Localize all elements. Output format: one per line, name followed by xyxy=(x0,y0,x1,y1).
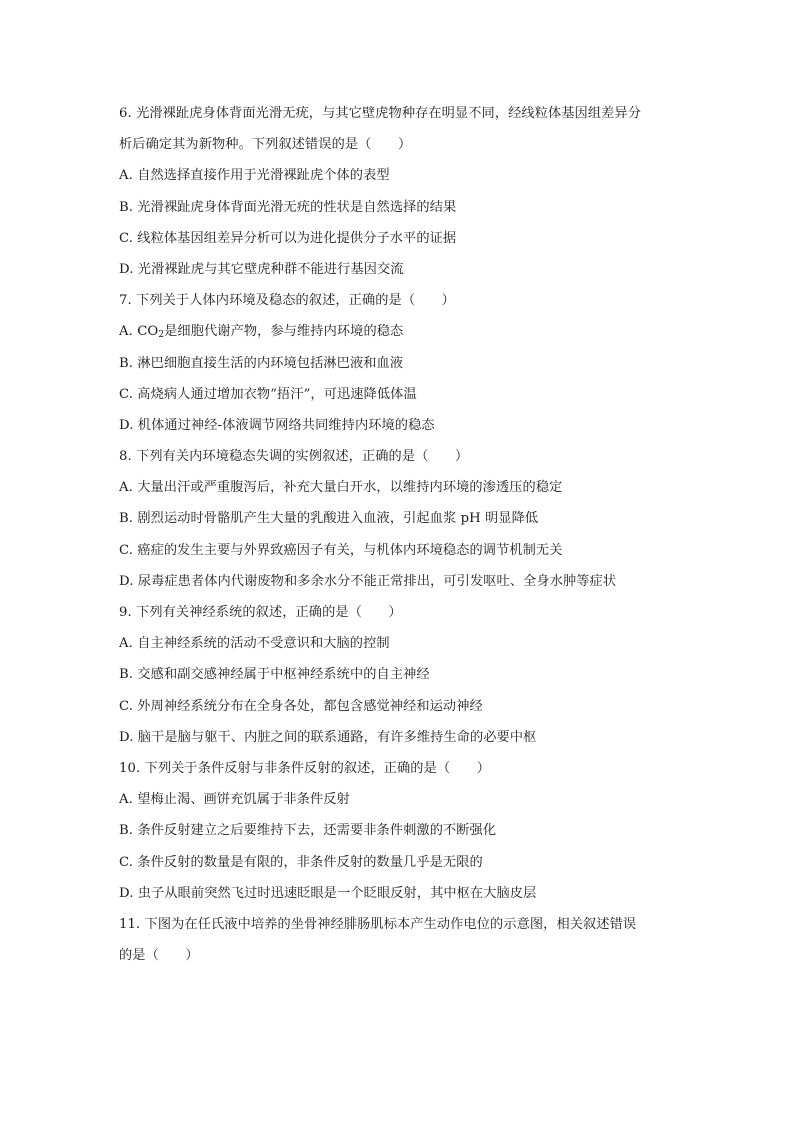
question-10-option-a: A. 望梅止渴、画饼充饥属于非条件反射 xyxy=(119,792,350,808)
question-list xyxy=(119,98,679,971)
question-7-stem: 7. 下列关于人体内环境及稳态的叙述，正确的是（ ） xyxy=(119,293,455,309)
question-7-option-a-prefix: A. CO xyxy=(119,324,159,340)
question-7-option-d: D. 机体通过神经-体液调节网络共同维持内环境的稳态 xyxy=(119,417,435,433)
question-6-stem-line-2: 析后确定其为新物种。下列叙述错误的是（ ） xyxy=(119,137,412,153)
question-6-option-a: A. 自然选择直接作用于光滑裸趾虎个体的表型 xyxy=(119,168,390,184)
question-6-option-b: B. 光滑裸趾虎身体背面光滑无疣的性状是自然选择的结果 xyxy=(119,199,457,215)
question-11-stem-line-2: 的是（ ） xyxy=(119,948,199,964)
question-10-option-c: C. 条件反射的数量是有限的，非条件反射的数量几乎是无限的 xyxy=(119,854,483,870)
question-7-option-a-subscript: 2 xyxy=(158,330,165,341)
question-9-option-d: D. 脑干是脑与躯干、内脏之间的联系通路，有许多维持生命的必要中枢 xyxy=(119,729,537,745)
question-6-stem-line-1: 6. 光滑裸趾虎身体背面光滑无疣，与其它壁虎物种存在明显不同，经线粒体基因组差异分 xyxy=(119,106,641,121)
question-9-stem: 9. 下列有关神经系统的叙述，正确的是（ ） xyxy=(119,605,402,620)
question-8-option-a: A. 大量出汗或严重腹泻后，补充大量白开水，以维持内环境的渗透压的稳定 xyxy=(119,480,563,496)
question-8-option-b: B. 剧烈运动时骨骼肌产生大量的乳酸进入血液，引起血浆 pH 明显降低 xyxy=(119,511,539,527)
question-7-option-c: C. 高烧病人通过增加衣物“捂汗”，可迅速降低体温 xyxy=(119,386,417,402)
question-7-option-a-suffix: 是细胞代谢产物，参与维持内环境的稳态 xyxy=(164,324,404,340)
question-8-option-c: C. 癌症的发生主要与外界致癌因子有关，与机体内环境稳态的调节机制无关 xyxy=(119,542,563,558)
question-10-stem: 10. 下列关于条件反射与非条件反射的叙述，正确的是（ ） xyxy=(119,760,491,776)
question-9-option-c: C. 外周神经系统分布在全身各处，都包含感觉神经和运动神经 xyxy=(119,698,483,714)
question-6-option-d: D. 光滑裸趾虎与其它壁虎种群不能进行基因交流 xyxy=(119,261,404,277)
question-7-option-b: B. 淋巴细胞直接生活的内环境包括淋巴液和血液 xyxy=(119,355,404,371)
question-6-option-c: C. 线粒体基因组差异分析可以为进化提供分子水平的证据 xyxy=(119,230,457,246)
question-7-option-a xyxy=(119,316,679,347)
question-11-stem-line-1: 11. 下图为在任氏液中培养的坐骨神经腓肠肌标本产生动作电位的示意图，相关叙述错误 xyxy=(119,916,637,932)
question-8-stem: 8. 下列有关内环境稳态失调的实例叙述，正确的是（ ） xyxy=(119,449,469,465)
question-10-option-d: D. 虫子从眼前突然飞过时迅速眨眼是一个眨眼反射，其中枢在大脑皮层 xyxy=(119,885,537,901)
question-10-option-b: B. 条件反射建立之后要维持下去，还需要非条件刺激的不断强化 xyxy=(119,823,497,839)
question-9-option-b: B. 交感和副交感神经属于中枢神经系统中的自主神经 xyxy=(119,667,430,683)
question-8-option-d: D. 尿毒症患者体内代谢废物和多余水分不能正常排出，可引发呕吐、全身水肿等症状 xyxy=(119,573,617,589)
question-9-option-a: A. 自主神经系统的活动不受意识和大脑的控制 xyxy=(119,636,390,652)
